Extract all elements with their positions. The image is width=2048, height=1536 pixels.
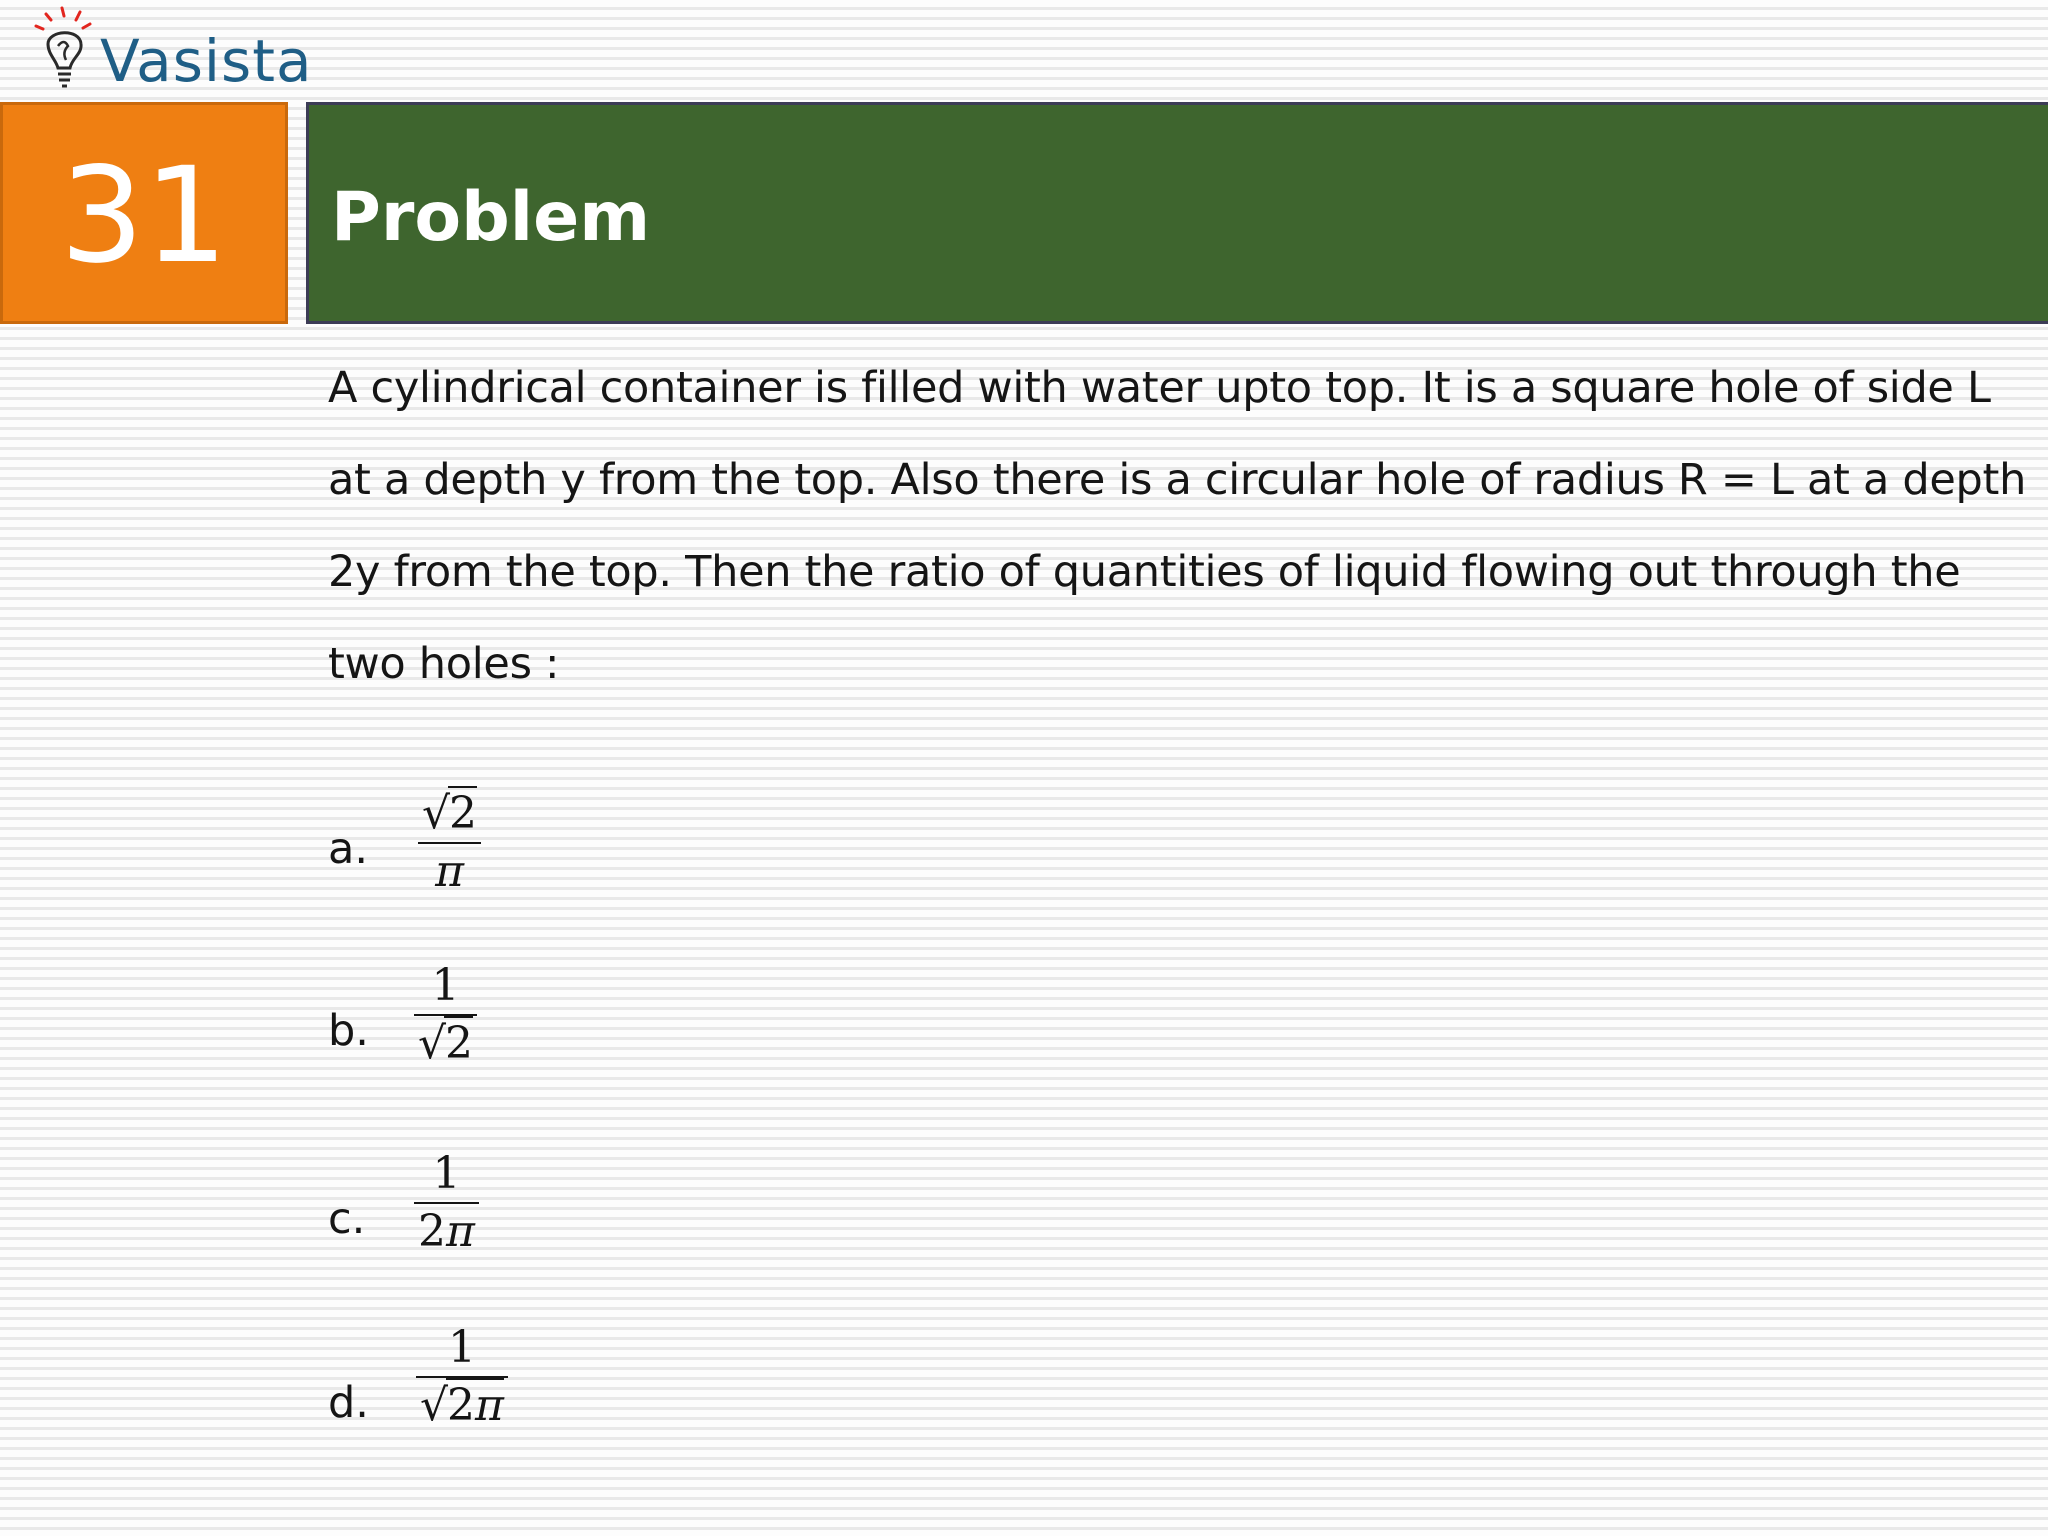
vasista-logo	[18, 2, 313, 98]
fraction-numerator: √2	[422, 788, 478, 839]
fraction-bar	[414, 1202, 479, 1204]
slide-number: 31	[60, 139, 228, 293]
slide-number-box	[0, 102, 288, 324]
fraction-numerator: 1	[431, 960, 460, 1011]
brand-name: Vasista	[100, 27, 313, 95]
option-b-fraction	[414, 960, 477, 1069]
fraction-bar	[418, 842, 481, 844]
fraction-denominator: √2	[418, 1018, 474, 1069]
option-d[interactable]	[328, 1322, 728, 1452]
fraction-denominator: √2π	[420, 1380, 504, 1431]
option-label: c.	[328, 1194, 366, 1244]
option-label: a.	[328, 824, 369, 874]
slide-title: Problem	[331, 177, 651, 257]
fraction-numerator: 1	[432, 1148, 461, 1199]
fraction-denominator: 2π	[418, 1206, 475, 1257]
fraction-numerator: 1	[447, 1322, 476, 1373]
title-bar	[306, 102, 2048, 324]
option-c[interactable]	[328, 1148, 728, 1282]
option-label: b.	[328, 1006, 369, 1056]
question-text: A cylindrical container is filled with water upto top. It is a square hole of side L at a depth y from the top. Also there is a circular hole of radius R = L at a depth 2y from the top. Then the ratio of quantities of liquid flowing out through the two holes :	[328, 363, 2027, 689]
fraction-denominator: π	[435, 846, 464, 897]
option-a[interactable]	[328, 782, 728, 912]
option-d-fraction	[416, 1322, 508, 1431]
option-label: d.	[328, 1378, 369, 1428]
option-a-fraction	[418, 788, 481, 897]
option-b[interactable]	[328, 960, 728, 1094]
option-c-fraction	[414, 1148, 479, 1257]
